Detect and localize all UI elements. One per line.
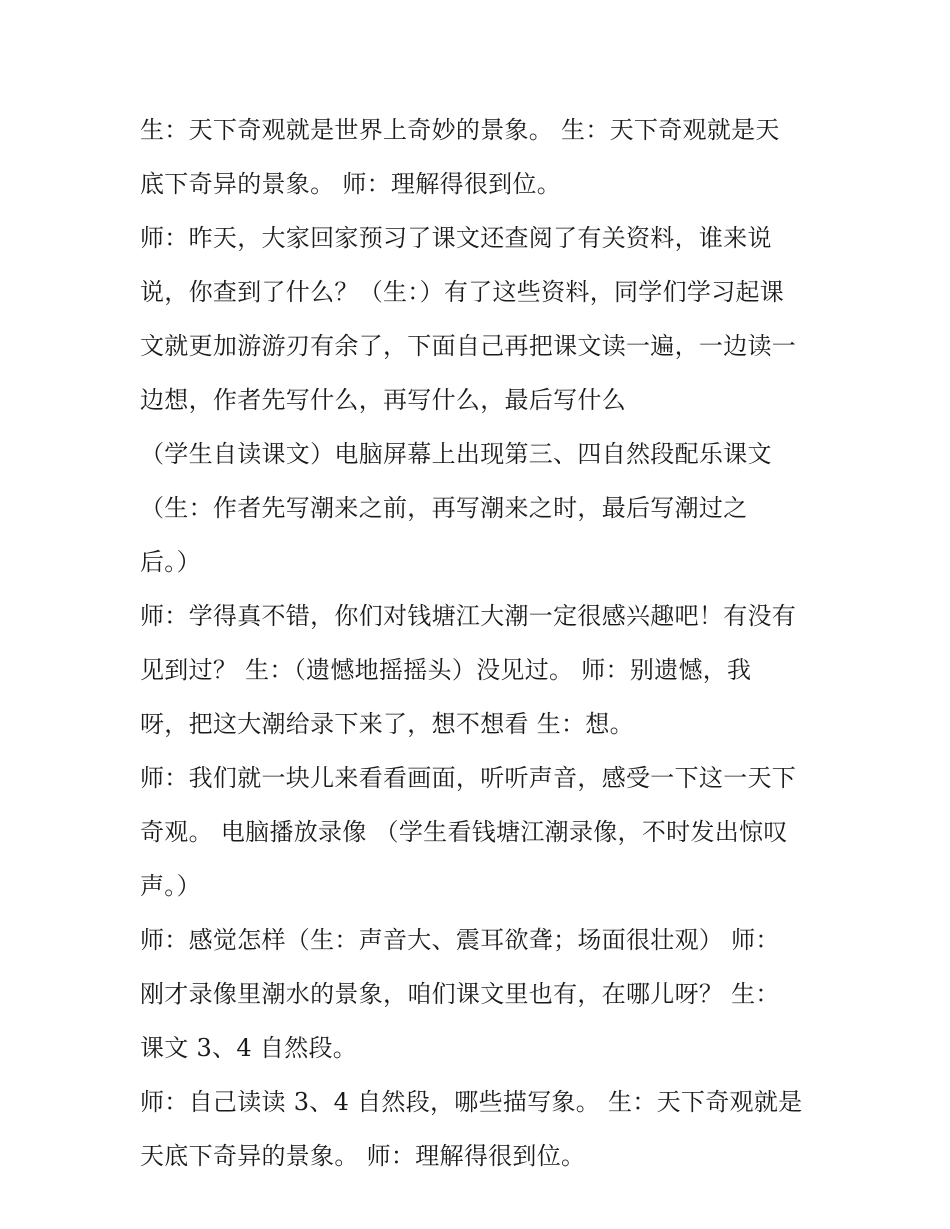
text-line: 声。）: [140, 872, 201, 900]
text-line: 师：学得真不错，你们对钱塘江大潮一定很感兴趣吧！有没有: [140, 602, 797, 630]
text-line: 见到过？ 生：（遗憾地摇摇头）没见过。 师：别遗憾，我: [140, 656, 752, 684]
text-line: 说，你查到了什么？（生：）有了这些资料，同学们学习起课: [140, 278, 785, 306]
text-line: 师：感觉怎样（生：声音大、震耳欲聋；场面很壮观） 师：: [140, 926, 780, 954]
text-line: （学生自读课文）电脑屏幕上出现第三、四自然段配乐课文: [140, 440, 772, 468]
text-line: 边想，作者先写什么，再写什么，最后写什么: [140, 386, 626, 414]
text-line: （生：作者先写潮来之前，再写潮来之时，最后写潮过之: [140, 494, 748, 522]
text-line: 呀，把这大潮给录下来了，想不想看 生：想。: [140, 710, 634, 738]
text-line: 底下奇异的景象。 师：理解得很到位。: [140, 170, 562, 198]
text-line: 天底下奇异的景象。 师：理解得很到位。: [140, 1142, 586, 1170]
text-line: 生：天下奇观就是世界上奇妙的景象。 生：天下奇观就是天: [140, 116, 780, 144]
text-line: 师：我们就一块儿来看看画面，听听声音，感受一下这一天下: [140, 764, 797, 792]
text-line: 师：自己读读 3、4 自然段，哪些描写象。 生：天下奇观就是: [140, 1088, 803, 1116]
text-line: 奇观。 电脑播放录像 （学生看钱塘江潮录像，不时发出惊叹: [140, 818, 788, 846]
text-line: 刚才录像里潮水的景象，咱们课文里也有，在哪儿呀？ 生：: [140, 980, 780, 1008]
text-line: 课文 3、4 自然段。: [140, 1034, 358, 1062]
document-body: [140, 103, 820, 1183]
text-line: 文就更加游游刃有余了，下面自己再把课文读一遍，一边读一: [140, 332, 797, 360]
text-line: 后。）: [140, 548, 201, 576]
text-line: 师：昨天，大家回家预习了课文还查阅了有关资料，谁来说: [140, 224, 772, 252]
